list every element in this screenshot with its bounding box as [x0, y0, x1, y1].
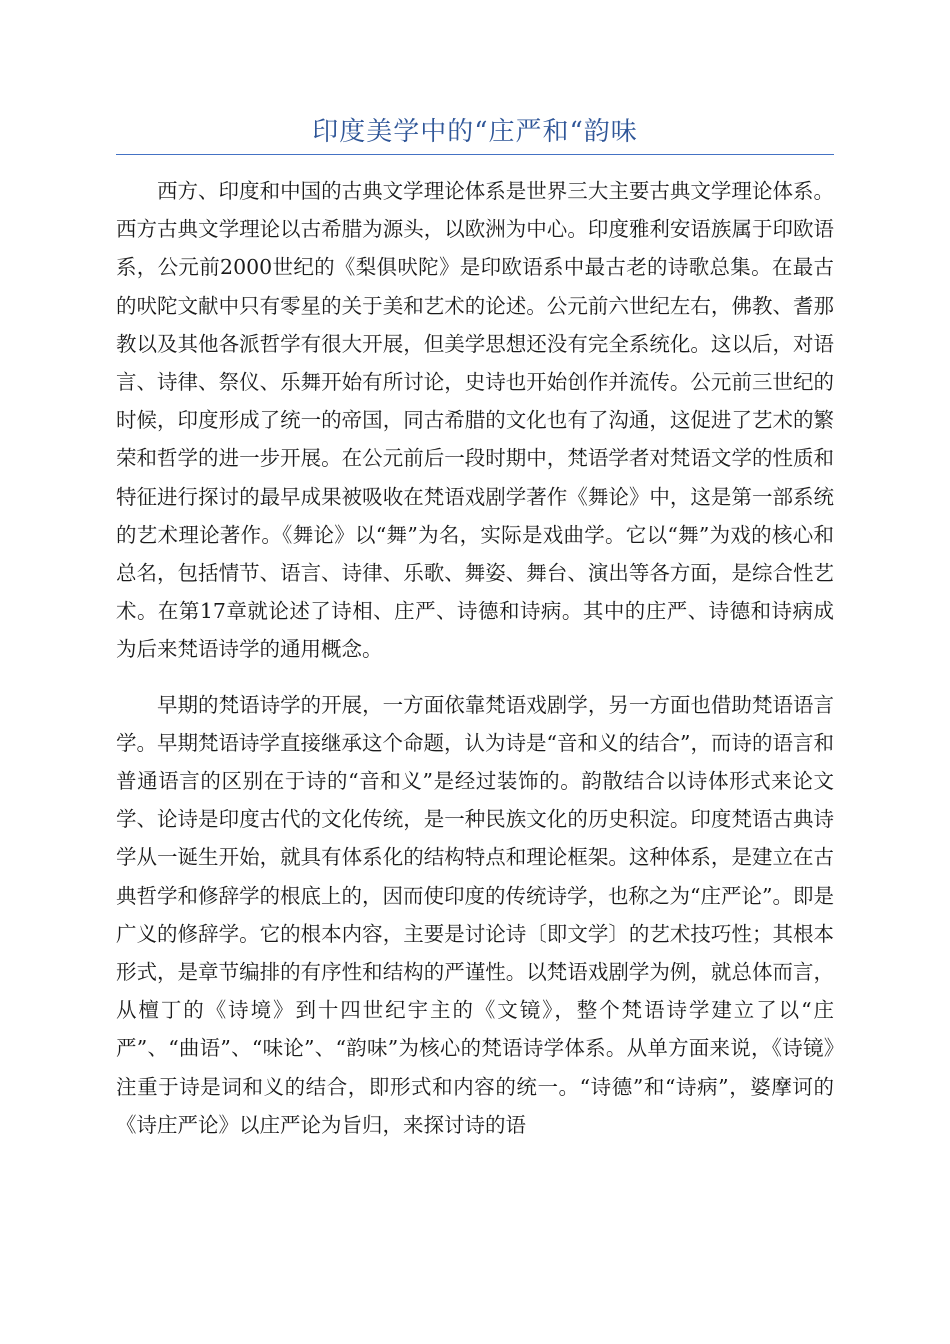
paragraph-1: 西方、印度和中国的古典文学理论体系是世界三大主要古典文学理论体系。西方古典文学理论以古希腊为源头，以欧洲为中心。印度雅利安语族属于印欧语系，公元前2000世纪的《梨俱吠陀》是印欧语系中最古老的诗歌总集。在最古的吠陀文献中只有零星的关于美和艺术的论述。公元前六世纪左右，佛教、耆那教以及其他各派哲学有很大开展，但美学思想还没有完全系统化。这以后，对语言、诗律、祭仪、乐舞开始有所讨论，史诗也开始创作并流传。公元前三世纪的时候，印度形成了统一的帝国，同古希腊的文化也有了沟通，这促进了艺术的繁荣和哲学的进一步开展。在公元前后一段时期中，梵语学者对梵语文学的性质和特征进行探讨的最早成果被吸收在梵语戏剧学著作《舞论》中，这是第一部系统的艺术理论著作。《舞论》以“舞”为名，实际是戏曲学。它以“舞”为戏的核心和总名，包括情节、语言、诗律、乐歌、舞姿、舞台、演出等各方面，是综合性艺术。在第17章就论述了诗相、庄严、诗德和诗病。其中的庄严、诗德和诗病成为后来梵语诗学的通用概念。: [116, 179, 834, 662]
title-underline-rule: [116, 154, 834, 155]
document-title: 印度美学中的“庄严和“韵味: [312, 117, 638, 147]
document-body: [116, 172, 834, 1144]
paragraph-2: 早期的梵语诗学的开展，一方面依靠梵语戏剧学，另一方面也借助梵语语言学。早期梵语诗学直接继承这个命题，认为诗是“音和义的结合”，而诗的语言和普通语言的区别在于诗的“音和义”是经过装饰的。韵散结合以诗体形式来论文学、论诗是印度古代的文化传统，是一种民族文化的历史积淀。印度梵语古典诗学从一诞生开始，就具有体系化的结构特点和理论框架。这种体系，是建立在古典哲学和修辞学的根底上的，因而使印度的传统诗学，也称之为“庄严论”。即是广义的修辞学。它的根本内容，主要是讨论诗〔即文学〕的艺术技巧性；其根本形式，是章节编排的有序性和结构的严谨性。以梵语戏剧学为例，就总体而言，从檀丁的《诗境》到十四世纪宇主的《文镜》，整个梵语诗学建立了以“庄严”、“曲语”、“味论”、“韵味”为核心的梵语诗学体系。从单方面来说，《诗镜》注重于诗是词和义的结合，即形式和内容的统一。“诗德”和“诗病”，婆摩诃的《诗庄严论》以庄严论为旨归，来探讨诗的语: [116, 692, 834, 1137]
